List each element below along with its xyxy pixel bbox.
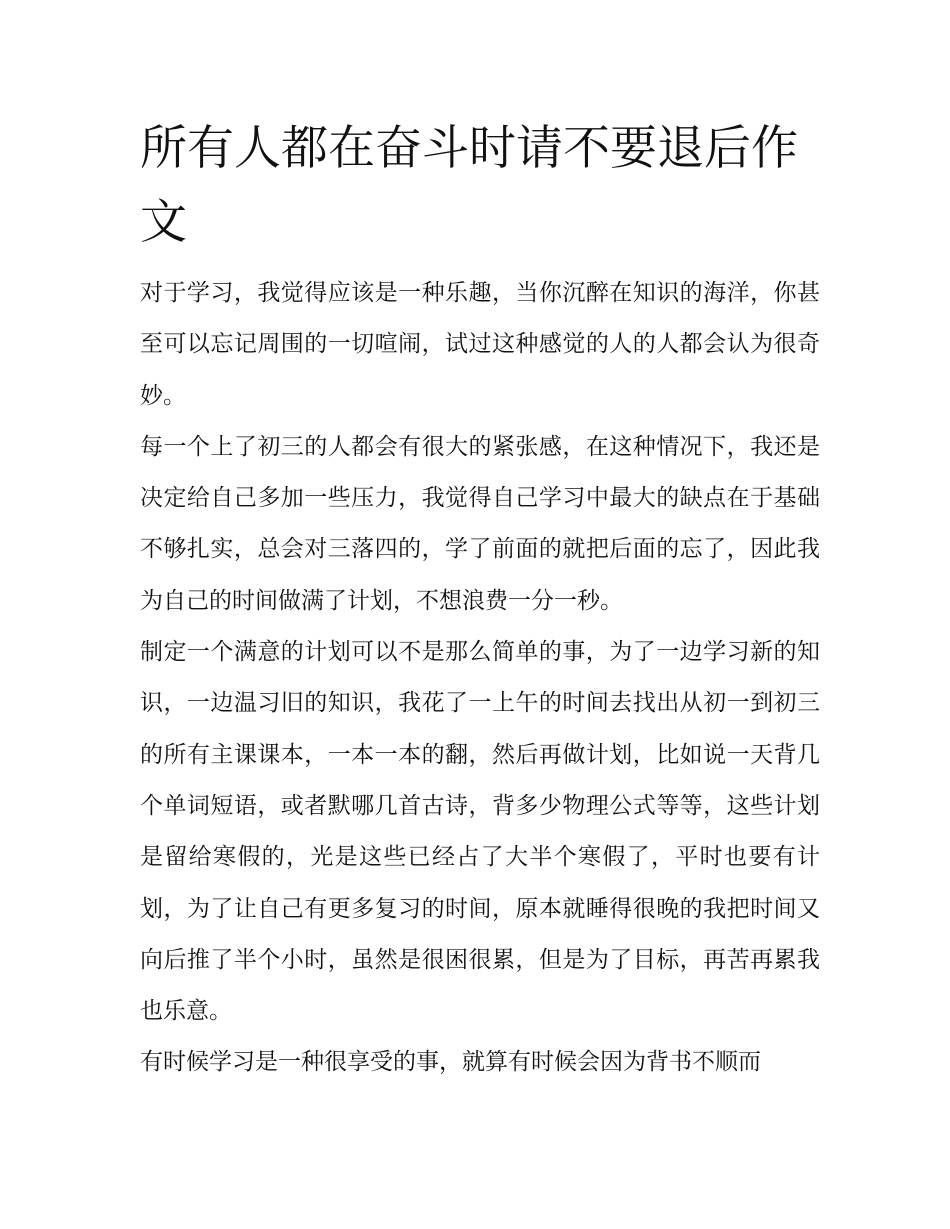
paragraph: 对于学习，我觉得应该是一种乐趣，当你沉醉在知识的海洋，你甚至可以忘记周围的一切喧闹，试过这种感觉的人的人都会认为很奇妙。	[140, 280, 820, 409]
document-body	[140, 112, 820, 1089]
document-title: 所有人都在奋斗时请不要退后作文	[140, 121, 798, 250]
paragraph: 制定一个满意的计划可以不是那么简单的事，为了一边学习新的知识，一边温习旧的知识，我花了一上午的时间去找出从初一到初三的所有主课课本，一本一本的翻，然后再做计划，比如说一天背几个单词短语，或者默哪几首古诗，背多少物理公式等等，这些计划是留给寒假的，光是这些已经占了大半个寒假了，平时也要有计划，为了让自己有更多复习的时间，原本就睡得很晚的我把时间又向后推了半个小时，虽然是很困很累，但是为了目标，再苦再累我也乐意。	[140, 639, 820, 1025]
paragraph: 每一个上了初三的人都会有很大的紧张感，在这种情况下，我还是决定给自己多加一些压力，我觉得自己学习中最大的缺点在于基础不够扎实，总会对三落四的，学了前面的就把后面的忘了，因此我为自己的时间做满了计划，不想浪费一分一秒。	[140, 433, 820, 614]
paragraph: 有时候学习是一种很享受的事，就算有时候会因为背书不顺而	[140, 1049, 761, 1076]
